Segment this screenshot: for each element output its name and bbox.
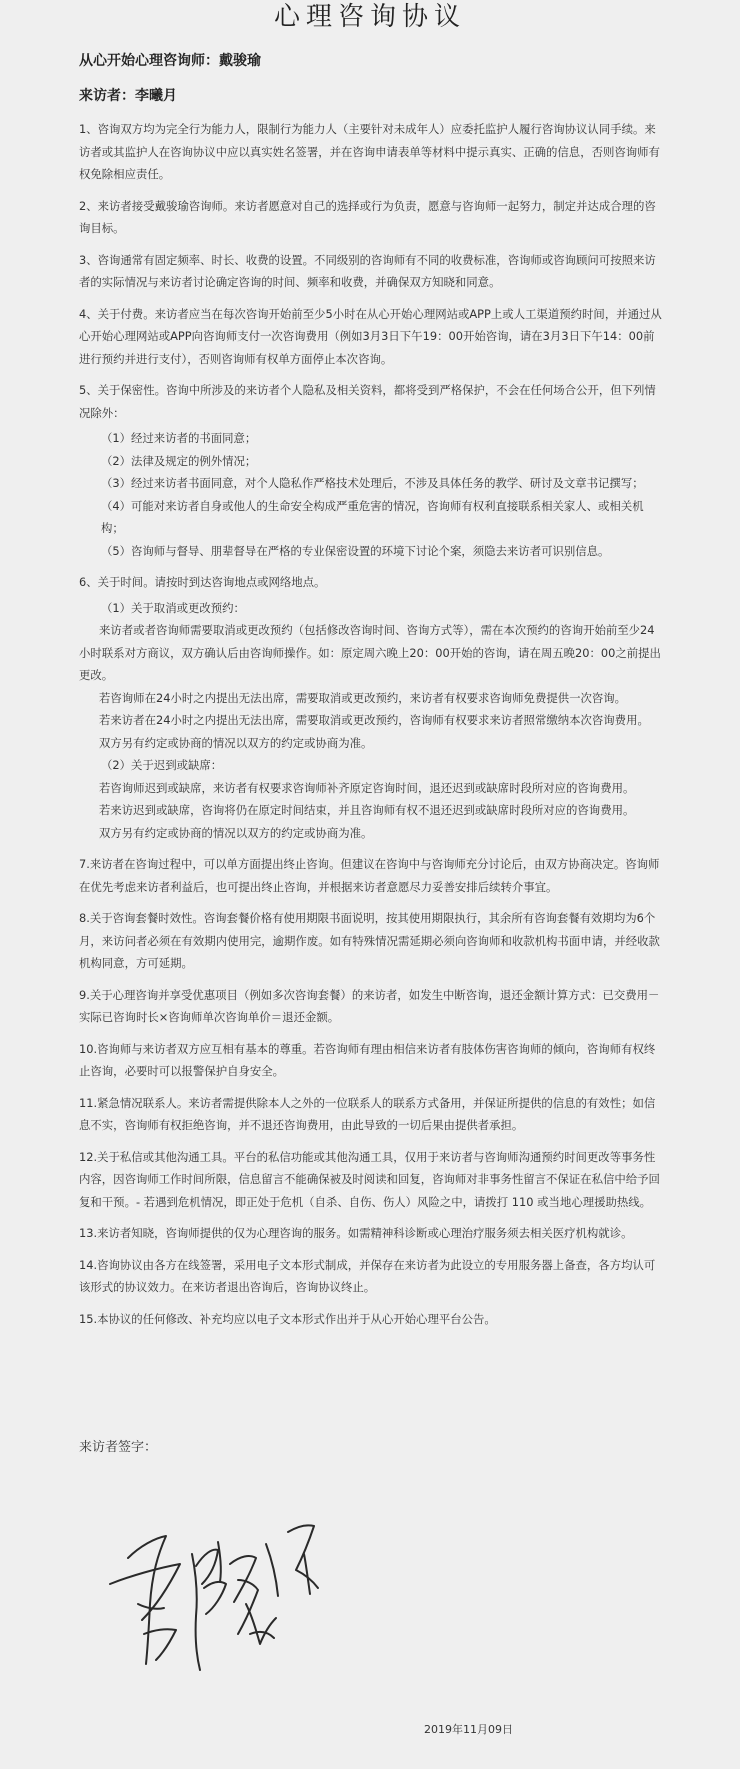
- clause-7: 7.来访者在咨询过程中，可以单方面提出终止咨询。但建议在咨询中与咨询师充分讨论后，由双方协商决定。咨询师在优先考虑来访者利益后，也可提出终止咨询，并根据来访者意愿尽力妥善安排后续转介事宜。: [79, 857, 660, 894]
- clause-5-item: （1）经过来访者的书面同意；: [101, 431, 257, 445]
- clause-14: 14.咨询协议由各方在线签署，采用电子文本形式制成，并保存在来访者为此设立的专用服务器上备查，各方均认可该形式的协议效力。在来访者退出咨询后，咨询协议终止。: [79, 1257, 656, 1294]
- clause-6-paragraph: 来访者或者咨询师需要取消或更改预约（包括修改咨询时间、咨询方式等），需在本次预约的咨询开始前至少24小时联系对方商议，双方确认后由咨询师操作。如：原定周六晚上20：00开始的咨询，请在周五晚20：00之前提出更改。: [79, 623, 661, 682]
- clause-3: 3、咨询通常有固定频率、时长、收费的设置。不同级别的咨询师有不同的收费标准，咨询师或咨询顾问可按照来访者的实际情况与来访者讨论确定咨询的时间、频率和收费，并确保双方知晓和同意。: [79, 252, 656, 289]
- clause-9: 9.关于心理咨询并享受优惠项目（例如多次咨询套餐）的来访者，如发生中断咨询，退还金额计算方式：已交费用－实际已咨询时长×咨询师单次咨询单价＝退还金额。: [79, 987, 660, 1024]
- clause-11: 11.紧急情况联系人。来访者需提供除本人之外的一位联系人的联系方式备用，并保证所提供的信息的有效性；如信息不实，咨询师有权拒绝咨询，并不退还咨询费用，由此导致的一切后果由提供者承担。: [79, 1095, 656, 1132]
- clause-8: 8.关于咨询套餐时效性。咨询套餐价格有使用期限书面说明，按其使用期限执行，其余所有咨询套餐有效期均为6个月，来访问者必须在有效期内使用完，逾期作废。如有特殊情况需延期必须向咨询师和收款机构书面申请，并经收款机构同意，方可延期。: [79, 911, 660, 970]
- handwritten-signature: [100, 1484, 340, 1674]
- clause-12: 12.关于私信或其他沟通工具。平台的私信功能或其他沟通工具，仅用于来访者与咨询师沟通预约时间更改等事务性内容，因咨询师工作时间所限，信息留言不能确保被及时阅读和回复，咨询师对非事务性留言不保证在私信中给予回复和干预。- 若遇到危机情况，即正处于危机（自杀、自伤、伤人）风险之中，请拨打 110 或当地心理援助热线。: [79, 1149, 660, 1209]
- clause-6-sub-heading: （2）关于迟到或缺席：: [101, 758, 223, 772]
- counselor-line: 从心开始心理咨询师：戴骏瑜: [79, 53, 261, 69]
- clause-5-item: （2）法律及规定的例外情况；: [101, 453, 257, 468]
- clause-6-paragraph: 双方另有约定或协商的情况以双方的约定或协商为准。: [99, 825, 373, 840]
- clause-6-paragraph: 若来访者在24小时之内提出无法出席，需要取消或更改预约，咨询师有权要求来访者照常缴纳本次咨询费用。: [99, 713, 649, 727]
- clause-5-item: （4）可能对来访者自身或他人的生命安全构成严重危害的情况，咨询师有权利直接联系相关家人、或相关机构；: [101, 498, 644, 535]
- signature-date: 2019年11月09日: [424, 1723, 513, 1736]
- clause-5-item: （3）经过来访者书面同意，对个人隐私作严格技术处理后，不涉及具体任务的教学、研讨及文章书记撰写；: [101, 476, 644, 490]
- page-title: 心理咨询协议: [273, 2, 466, 32]
- clause-15: 15.本协议的任何修改、补充均应以电子文本形式作出并于从心开始心理平台公告。: [79, 1311, 496, 1326]
- clause-6-sub-heading: （1）关于取消或更改预约：: [101, 600, 245, 615]
- clause-6-intro: 6、关于时间。请按时到达咨询地点或网络地点。: [79, 575, 326, 589]
- clause-6-paragraph: 若来访迟到或缺席，咨询将仍在原定时间结束，并且咨询师有权不退还迟到或缺席时段所对应的咨询费用。: [99, 803, 635, 817]
- clause-1: 1、咨询双方均为完全行为能力人，限制行为能力人（主要针对未成年人）应委托监护人履行咨询协议认同手续。来访者或其监护人在咨询协议中应以真实姓名签署，并在咨询申请表单等材料中提示真实、正确的信息，否则咨询师有权免除相应责任。: [79, 122, 660, 181]
- clause-10: 10.咨询师与来访者双方应互相有基本的尊重。若咨询师有理由相信来访者有肢体伤害咨询师的倾向，咨询师有权终止咨询，必要时可以报警保护自身安全。: [79, 1041, 656, 1078]
- clause-5-item: （5）咨询师与督导、朋辈督导在严格的专业保密设置的环境下讨论个案，须隐去来访者可识别信息。: [101, 543, 610, 558]
- clause-2: 2、来访者接受戴骏瑜咨询师。来访者愿意对自己的选择或行为负责，愿意与咨询师一起努力，制定并达成合理的咨询目标。: [79, 198, 656, 235]
- clause-4: 4、关于付费。来访者应当在每次咨询开始前至少5小时在从心开始心理网站或APP上或人工渠道预约时间，并通过从心开始心理网站或APP向咨询师支付一次咨询费用（例如3月3日下午19：00开始咨询，请在3月3日下午14：00前进行预约并进行支付），否则咨询师有权单方面停止本次咨询。: [79, 306, 662, 366]
- clause-6-paragraph: 若咨询师在24小时之内提出无法出席，需要取消或更改预约，来访者有权要求咨询师免费提供一次咨询。: [99, 690, 627, 705]
- clause-6-paragraph: 双方另有约定或协商的情况以双方的约定或协商为准。: [99, 735, 373, 750]
- visitor-line: 来访者：李曦月: [79, 88, 177, 104]
- clause-5-intro: 5、关于保密性。咨询中所涉及的来访者个人隐私及相关资料，都将受到严格保护，不会在任何场合公开，但下列情况除外：: [79, 383, 656, 420]
- clause-6-paragraph: 若咨询师迟到或缺席，来访者有权要求咨询师补齐原定咨询时间，退还迟到或缺席时段所对应的咨询费用。: [99, 780, 635, 795]
- signature-label: 来访者签字：: [79, 1440, 158, 1455]
- agreement-body: [79, 118, 663, 1339]
- clause-13: 13.来访者知晓，咨询师提供的仅为心理咨询的服务。如需精神科诊断或心理治疗服务须去相关医疗机构就诊。: [79, 1226, 633, 1240]
